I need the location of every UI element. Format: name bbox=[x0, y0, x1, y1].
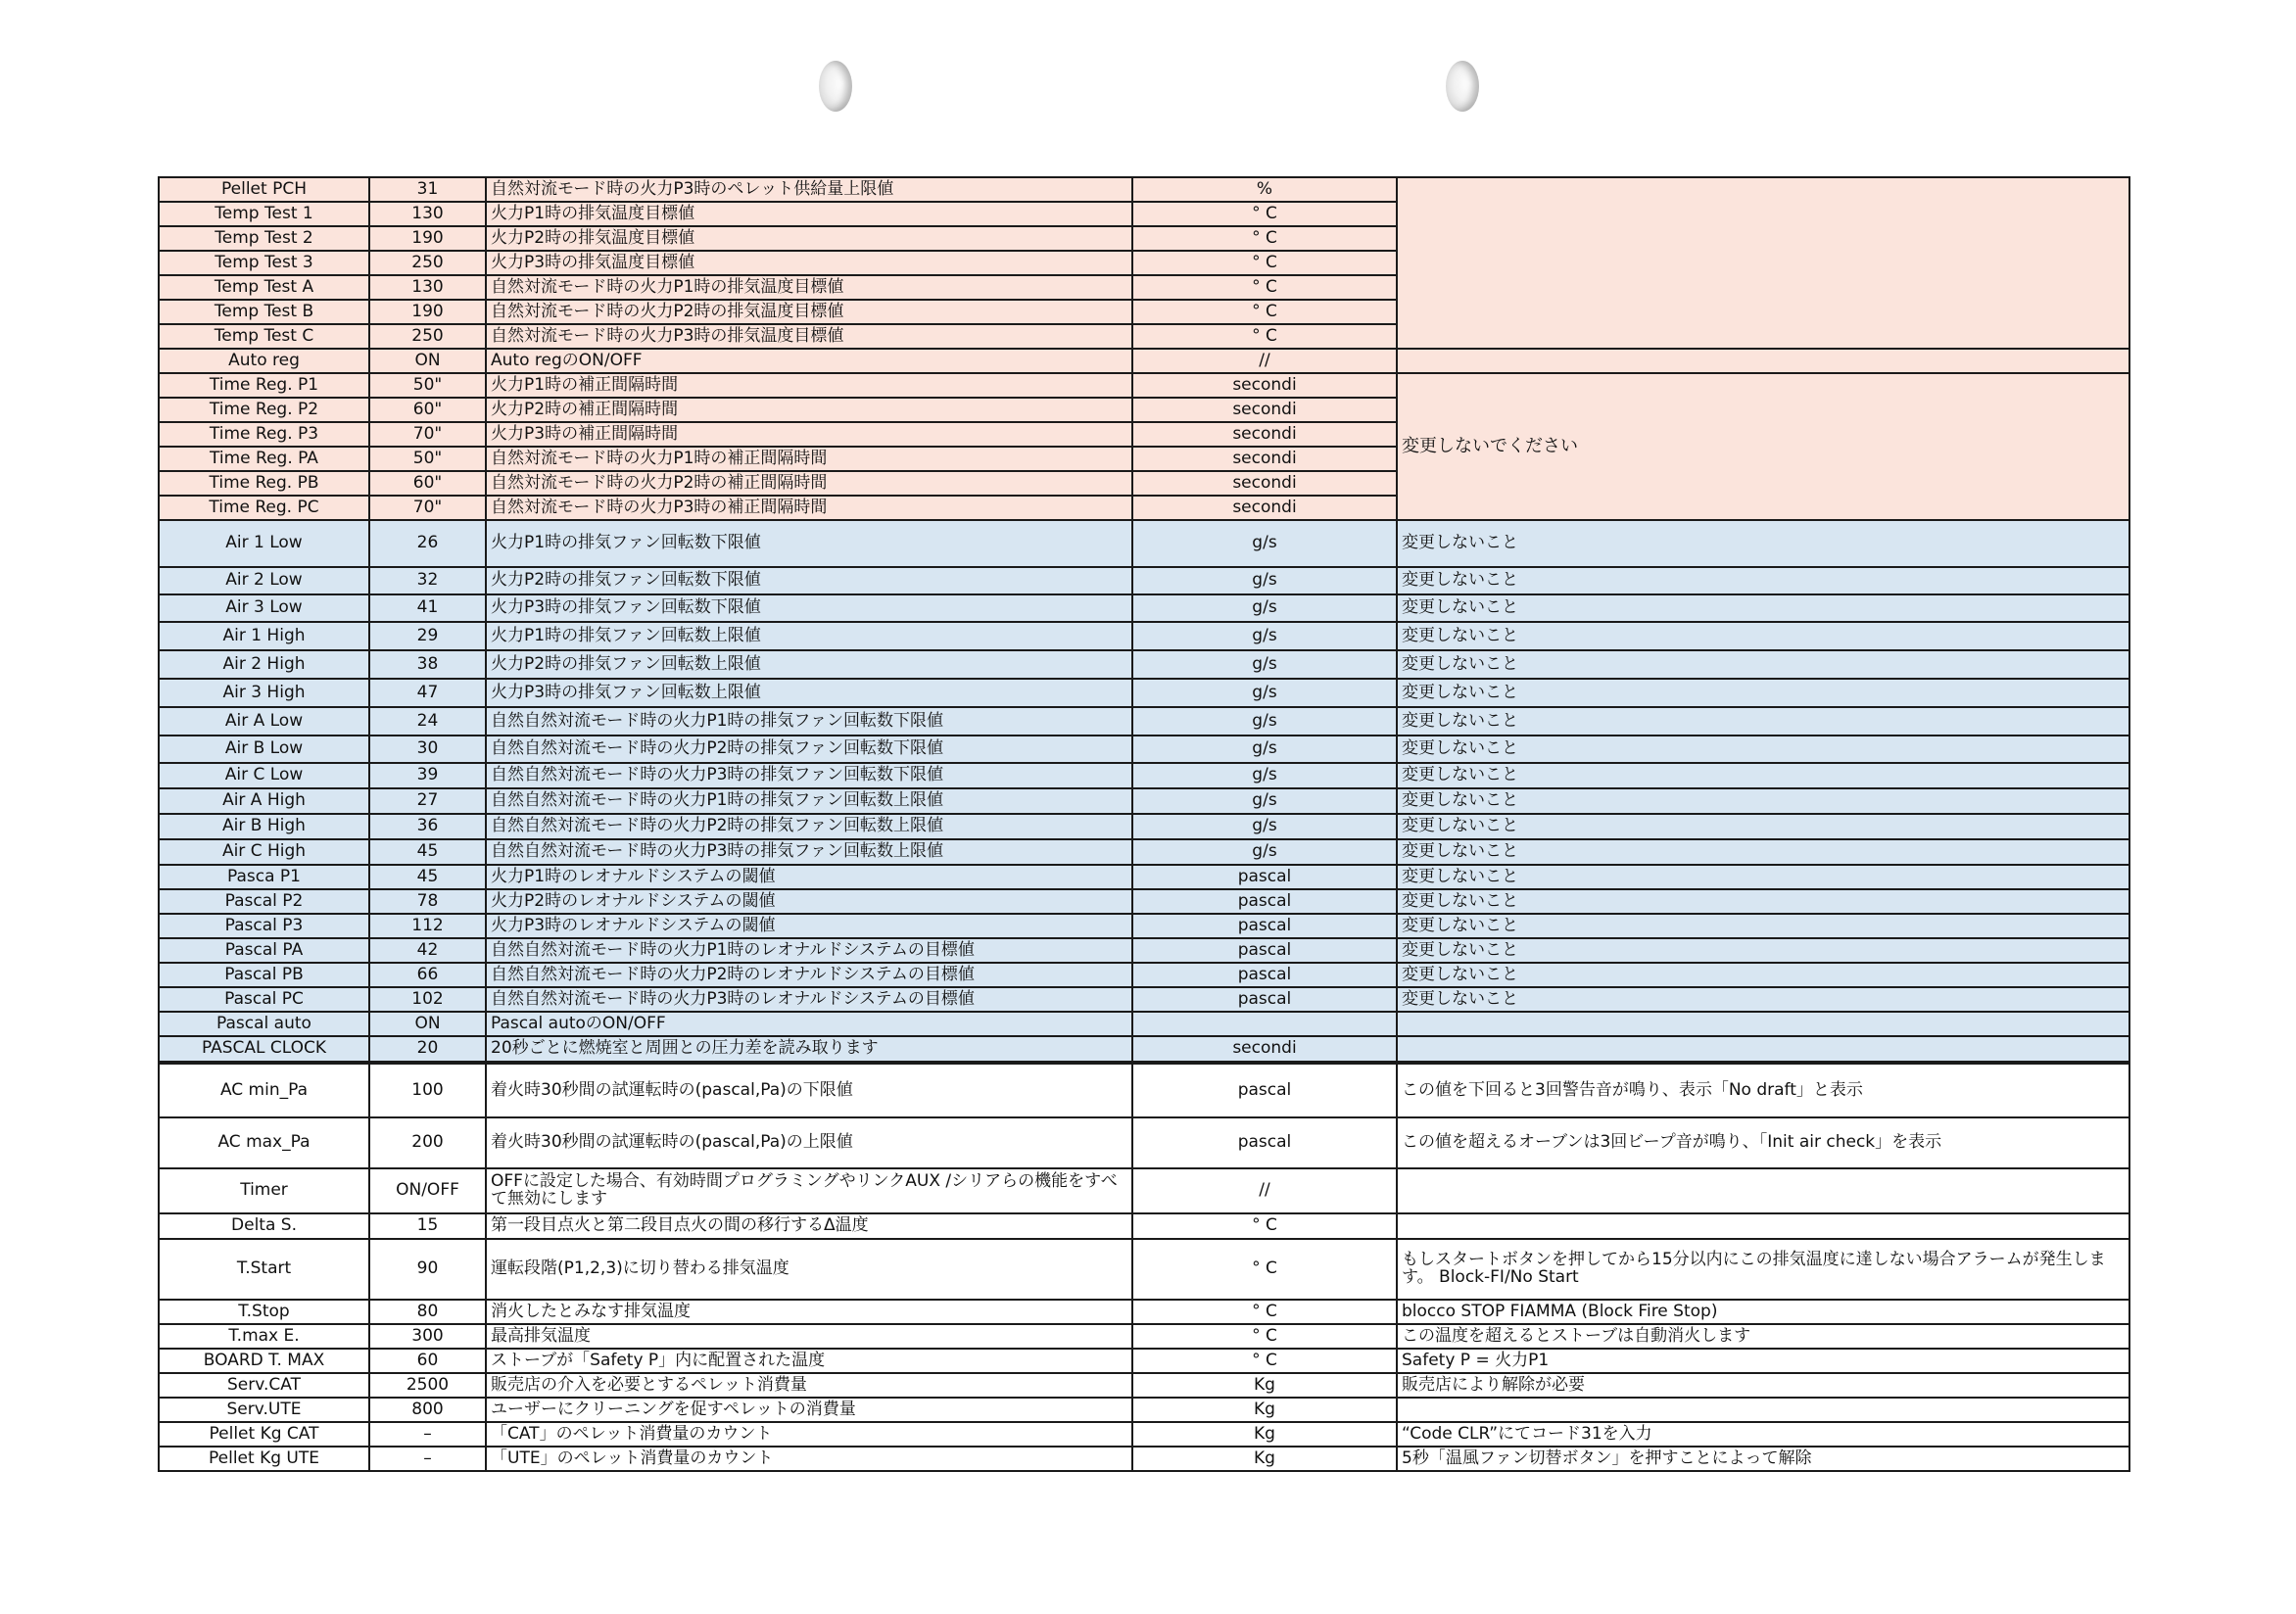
param-value-cell: 200 bbox=[369, 1117, 486, 1168]
param-note-cell: 変更しないこと bbox=[1397, 865, 2129, 889]
table-row bbox=[159, 763, 2129, 788]
param-name-cell: Time Reg. P1 bbox=[159, 373, 369, 398]
param-name-cell: Delta S. bbox=[159, 1213, 369, 1239]
param-name-cell: Pellet PCH bbox=[159, 177, 369, 202]
table-row bbox=[159, 1447, 2129, 1471]
param-description-cell: 火力P3時の排気ファン回転数下限値 bbox=[486, 594, 1132, 622]
table-row bbox=[159, 679, 2129, 707]
param-value-cell: 100 bbox=[369, 1063, 486, 1117]
param-description-cell: 自然対流モード時の火力P3時の補正間隔時間 bbox=[486, 496, 1132, 520]
param-name-cell: AC max_Pa bbox=[159, 1117, 369, 1168]
param-value-cell: 26 bbox=[369, 520, 486, 567]
parameter-table bbox=[158, 176, 2130, 1472]
param-value-cell: 27 bbox=[369, 788, 486, 814]
param-value-cell: 41 bbox=[369, 594, 486, 622]
param-name-cell: Pascal PC bbox=[159, 987, 369, 1012]
param-value-cell: 80 bbox=[369, 1300, 486, 1324]
param-description-cell: 自然自然対流モード時の火力P2時の排気ファン回転数上限値 bbox=[486, 814, 1132, 839]
param-value-cell: 32 bbox=[369, 567, 486, 594]
param-value-cell: 31 bbox=[369, 177, 486, 202]
param-note-cell bbox=[1397, 1168, 2129, 1213]
param-description-cell: 火力P1時の排気ファン回転数下限値 bbox=[486, 520, 1132, 567]
param-note-cell: 変更しないこと bbox=[1397, 679, 2129, 707]
table-row bbox=[159, 914, 2129, 938]
param-note-cell: この値を下回ると3回警告音が鳴り、表示「No draft」と表示 bbox=[1397, 1063, 2129, 1117]
param-unit-cell: ° C bbox=[1132, 1324, 1397, 1349]
param-description-cell: 自然自然対流モード時の火力P1時のレオナルドシステムの目標値 bbox=[486, 938, 1132, 963]
table-row bbox=[159, 1012, 2129, 1036]
param-value-cell: 190 bbox=[369, 226, 486, 251]
param-unit-cell: secondi bbox=[1132, 422, 1397, 447]
param-note-cell: 変更しないこと bbox=[1397, 763, 2129, 788]
param-unit-cell: secondi bbox=[1132, 1036, 1397, 1063]
param-description-cell: 「UTE」のペレット消費量のカウント bbox=[486, 1447, 1132, 1471]
param-name-cell: Temp Test 3 bbox=[159, 251, 369, 275]
table-row bbox=[159, 622, 2129, 650]
param-note-cell: blocco STOP FIAMMA (Block Fire Stop) bbox=[1397, 1300, 2129, 1324]
param-description-cell: 火力P2時の排気ファン回転数下限値 bbox=[486, 567, 1132, 594]
param-name-cell: Serv.UTE bbox=[159, 1398, 369, 1422]
param-name-cell: Air 2 High bbox=[159, 650, 369, 679]
param-value-cell: 45 bbox=[369, 865, 486, 889]
param-unit-cell: g/s bbox=[1132, 763, 1397, 788]
param-name-cell: Time Reg. PA bbox=[159, 447, 369, 471]
table-row bbox=[159, 373, 2129, 398]
param-note-cell: 変更しないこと bbox=[1397, 707, 2129, 736]
param-unit-cell: g/s bbox=[1132, 622, 1397, 650]
parameter-table-body bbox=[159, 177, 2129, 1471]
param-note-cell: 変更しないこと bbox=[1397, 520, 2129, 567]
param-value-cell: 70" bbox=[369, 422, 486, 447]
param-name-cell: Time Reg. P3 bbox=[159, 422, 369, 447]
param-value-cell: 102 bbox=[369, 987, 486, 1012]
table-row bbox=[159, 1117, 2129, 1168]
param-description-cell: 自然自然対流モード時の火力P3時の排気ファン回転数下限値 bbox=[486, 763, 1132, 788]
param-value-cell: ON/OFF bbox=[369, 1168, 486, 1213]
param-unit-cell: g/s bbox=[1132, 707, 1397, 736]
param-unit-cell: ° C bbox=[1132, 1300, 1397, 1324]
param-unit-cell: // bbox=[1132, 1168, 1397, 1213]
param-note-cell: 変更しないこと bbox=[1397, 594, 2129, 622]
param-description-cell: 第一段目点火と第二段目点火の間の移行するΔ温度 bbox=[486, 1213, 1132, 1239]
param-value-cell: 800 bbox=[369, 1398, 486, 1422]
table-row bbox=[159, 1168, 2129, 1213]
param-note-cell bbox=[1397, 1036, 2129, 1063]
param-name-cell: Pasca P1 bbox=[159, 865, 369, 889]
param-name-cell: Pellet Kg CAT bbox=[159, 1422, 369, 1447]
param-unit-cell: ° C bbox=[1132, 202, 1397, 226]
param-note-cell: 変更しないこと bbox=[1397, 839, 2129, 865]
table-row bbox=[159, 889, 2129, 914]
param-name-cell: Temp Test 2 bbox=[159, 226, 369, 251]
punch-hole-left bbox=[819, 61, 852, 112]
param-value-cell: 15 bbox=[369, 1213, 486, 1239]
table-row bbox=[159, 1349, 2129, 1373]
param-value-cell: 45 bbox=[369, 839, 486, 865]
param-unit-cell: g/s bbox=[1132, 839, 1397, 865]
table-row bbox=[159, 650, 2129, 679]
param-description-cell: 火力P2時の補正間隔時間 bbox=[486, 398, 1132, 422]
param-note-cell: 変更しないこと bbox=[1397, 567, 2129, 594]
param-name-cell: Air C High bbox=[159, 839, 369, 865]
param-unit-cell: g/s bbox=[1132, 814, 1397, 839]
param-value-cell: 60" bbox=[369, 398, 486, 422]
param-name-cell: Air 3 Low bbox=[159, 594, 369, 622]
param-value-cell: 66 bbox=[369, 963, 486, 987]
table-row bbox=[159, 1324, 2129, 1349]
param-name-cell: Temp Test B bbox=[159, 300, 369, 324]
param-unit-cell: pascal bbox=[1132, 1063, 1397, 1117]
table-row bbox=[159, 814, 2129, 839]
param-value-cell: 2500 bbox=[369, 1373, 486, 1398]
param-value-cell: 70" bbox=[369, 496, 486, 520]
table-row bbox=[159, 177, 2129, 202]
param-unit-cell: ° C bbox=[1132, 275, 1397, 300]
param-unit-cell: // bbox=[1132, 349, 1397, 373]
param-unit-cell: g/s bbox=[1132, 594, 1397, 622]
param-name-cell: Pascal P3 bbox=[159, 914, 369, 938]
param-note-cell: 変更しないこと bbox=[1397, 963, 2129, 987]
param-description-cell: 自然自然対流モード時の火力P3時のレオナルドシステムの目標値 bbox=[486, 987, 1132, 1012]
param-name-cell: Pascal PA bbox=[159, 938, 369, 963]
param-unit-cell: ° C bbox=[1132, 324, 1397, 349]
table-row bbox=[159, 839, 2129, 865]
param-name-cell: Temp Test A bbox=[159, 275, 369, 300]
param-unit-cell: Kg bbox=[1132, 1373, 1397, 1398]
param-unit-cell: Kg bbox=[1132, 1398, 1397, 1422]
param-name-cell: Air B Low bbox=[159, 736, 369, 763]
param-note-cell: 変更しないこと bbox=[1397, 987, 2129, 1012]
table-row bbox=[159, 1422, 2129, 1447]
param-unit-cell: ° C bbox=[1132, 251, 1397, 275]
param-description-cell: 火力P3時のレオナルドシステムの閾値 bbox=[486, 914, 1132, 938]
param-value-cell: 36 bbox=[369, 814, 486, 839]
param-unit-cell: g/s bbox=[1132, 520, 1397, 567]
param-name-cell: Pascal auto bbox=[159, 1012, 369, 1036]
param-value-cell: 250 bbox=[369, 251, 486, 275]
param-description-cell: 最高排気温度 bbox=[486, 1324, 1132, 1349]
param-note-cell: この温度を超えるとストーブは自動消火します bbox=[1397, 1324, 2129, 1349]
table-row bbox=[159, 788, 2129, 814]
param-description-cell: 着火時30秒間の試運転時の(pascal,Pa)の上限値 bbox=[486, 1117, 1132, 1168]
param-name-cell: Temp Test C bbox=[159, 324, 369, 349]
param-unit-cell: Kg bbox=[1132, 1447, 1397, 1471]
param-name-cell: AC min_Pa bbox=[159, 1063, 369, 1117]
param-name-cell: Auto reg bbox=[159, 349, 369, 373]
param-description-cell: 火力P1時の排気温度目標値 bbox=[486, 202, 1132, 226]
param-unit-cell: ° C bbox=[1132, 1239, 1397, 1300]
table-row bbox=[159, 594, 2129, 622]
param-note-cell: もしスタートボタンを押してから15分以内にこの排気温度に達しない場合アラームが発生します。 Block-FI/No Start bbox=[1397, 1239, 2129, 1300]
param-name-cell: Pascal PB bbox=[159, 963, 369, 987]
param-unit-cell: secondi bbox=[1132, 471, 1397, 496]
param-note-cell: 変更しないこと bbox=[1397, 788, 2129, 814]
table-row bbox=[159, 1300, 2129, 1324]
param-unit-cell: secondi bbox=[1132, 447, 1397, 471]
param-description-cell: 火力P1時の排気ファン回転数上限値 bbox=[486, 622, 1132, 650]
param-unit-cell: pascal bbox=[1132, 938, 1397, 963]
param-description-cell: Pascal autoのON/OFF bbox=[486, 1012, 1132, 1036]
param-value-cell: – bbox=[369, 1422, 486, 1447]
param-name-cell: Air B High bbox=[159, 814, 369, 839]
param-value-cell: 47 bbox=[369, 679, 486, 707]
param-unit-cell: ° C bbox=[1132, 226, 1397, 251]
table-row bbox=[159, 567, 2129, 594]
param-value-cell: 42 bbox=[369, 938, 486, 963]
param-description-cell: ストーブが「Safety P」内に配置された温度 bbox=[486, 1349, 1132, 1373]
param-note-cell bbox=[1397, 1398, 2129, 1422]
param-unit-cell: g/s bbox=[1132, 788, 1397, 814]
param-description-cell: OFFに設定した場合、有効時間プログラミングやリンクAUX /シリアらの機能をすべて無効にします bbox=[486, 1168, 1132, 1213]
param-description-cell: 火力P3時の排気ファン回転数上限値 bbox=[486, 679, 1132, 707]
param-value-cell: 50" bbox=[369, 373, 486, 398]
param-value-cell: 112 bbox=[369, 914, 486, 938]
param-value-cell: 78 bbox=[369, 889, 486, 914]
table-row bbox=[159, 1373, 2129, 1398]
param-description-cell: 火力P2時の排気ファン回転数上限値 bbox=[486, 650, 1132, 679]
param-note-cell: 変更しないでください bbox=[1397, 373, 2129, 520]
table-row bbox=[159, 736, 2129, 763]
param-note-cell bbox=[1397, 1012, 2129, 1036]
param-note-cell bbox=[1397, 1213, 2129, 1239]
param-name-cell: T.max E. bbox=[159, 1324, 369, 1349]
param-unit-cell bbox=[1132, 1012, 1397, 1036]
param-unit-cell: pascal bbox=[1132, 914, 1397, 938]
table-row bbox=[159, 963, 2129, 987]
param-name-cell: Temp Test 1 bbox=[159, 202, 369, 226]
param-name-cell: T.Start bbox=[159, 1239, 369, 1300]
param-description-cell: 自然対流モード時の火力P1時の補正間隔時間 bbox=[486, 447, 1132, 471]
param-unit-cell: secondi bbox=[1132, 496, 1397, 520]
param-unit-cell: pascal bbox=[1132, 889, 1397, 914]
param-unit-cell: secondi bbox=[1132, 373, 1397, 398]
param-name-cell: Timer bbox=[159, 1168, 369, 1213]
table-row bbox=[159, 707, 2129, 736]
param-value-cell: 24 bbox=[369, 707, 486, 736]
param-description-cell: 火力P1時のレオナルドシステムの閾値 bbox=[486, 865, 1132, 889]
table-row bbox=[159, 1213, 2129, 1239]
table-row bbox=[159, 349, 2129, 373]
param-name-cell: Air 1 Low bbox=[159, 520, 369, 567]
param-description-cell: 消火したとみなす排気温度 bbox=[486, 1300, 1132, 1324]
param-description-cell: 運転段階(P1,2,3)に切り替わる排気温度 bbox=[486, 1239, 1132, 1300]
param-value-cell: ON bbox=[369, 1012, 486, 1036]
param-name-cell: BOARD T. MAX bbox=[159, 1349, 369, 1373]
param-name-cell: Pellet Kg UTE bbox=[159, 1447, 369, 1471]
param-name-cell: Air 3 High bbox=[159, 679, 369, 707]
param-description-cell: 火力P2時のレオナルドシステムの閾値 bbox=[486, 889, 1132, 914]
table-row bbox=[159, 987, 2129, 1012]
param-note-cell: 変更しないこと bbox=[1397, 622, 2129, 650]
param-note-cell: 変更しないこと bbox=[1397, 914, 2129, 938]
param-description-cell: 自然対流モード時の火力P3時のペレット供給量上限値 bbox=[486, 177, 1132, 202]
table-row bbox=[159, 1036, 2129, 1063]
param-unit-cell: ° C bbox=[1132, 300, 1397, 324]
param-description-cell: 自然自然対流モード時の火力P1時の排気ファン回転数上限値 bbox=[486, 788, 1132, 814]
param-name-cell: Air A Low bbox=[159, 707, 369, 736]
param-note-cell: この値を超えるオーブンは3回ビープ音が鳴り、「Init air check」を表示 bbox=[1397, 1117, 2129, 1168]
table-row bbox=[159, 938, 2129, 963]
param-note-cell: 変更しないこと bbox=[1397, 814, 2129, 839]
param-unit-cell: % bbox=[1132, 177, 1397, 202]
param-name-cell: Air A High bbox=[159, 788, 369, 814]
param-value-cell: 130 bbox=[369, 202, 486, 226]
param-value-cell: 300 bbox=[369, 1324, 486, 1349]
punch-hole-right bbox=[1446, 61, 1479, 112]
param-description-cell: 自然自然対流モード時の火力P1時の排気ファン回転数下限値 bbox=[486, 707, 1132, 736]
table-row bbox=[159, 1398, 2129, 1422]
param-unit-cell: Kg bbox=[1132, 1422, 1397, 1447]
table-row bbox=[159, 1239, 2129, 1300]
param-unit-cell: ° C bbox=[1132, 1349, 1397, 1373]
table-row bbox=[159, 865, 2129, 889]
param-name-cell: Pascal P2 bbox=[159, 889, 369, 914]
param-name-cell: Time Reg. P2 bbox=[159, 398, 369, 422]
param-name-cell: Air 2 Low bbox=[159, 567, 369, 594]
param-value-cell: 60 bbox=[369, 1349, 486, 1373]
param-unit-cell: g/s bbox=[1132, 736, 1397, 763]
param-unit-cell: pascal bbox=[1132, 987, 1397, 1012]
param-value-cell: 90 bbox=[369, 1239, 486, 1300]
param-name-cell: Air 1 High bbox=[159, 622, 369, 650]
param-unit-cell: ° C bbox=[1132, 1213, 1397, 1239]
param-unit-cell: g/s bbox=[1132, 679, 1397, 707]
param-name-cell: Time Reg. PC bbox=[159, 496, 369, 520]
param-value-cell: 60" bbox=[369, 471, 486, 496]
param-value-cell: 130 bbox=[369, 275, 486, 300]
param-description-cell: 20秒ごとに燃焼室と周囲との圧力差を読み取ります bbox=[486, 1036, 1132, 1063]
param-name-cell: PASCAL CLOCK bbox=[159, 1036, 369, 1063]
param-note-cell: 変更しないこと bbox=[1397, 736, 2129, 763]
table-row bbox=[159, 1063, 2129, 1117]
param-unit-cell: secondi bbox=[1132, 398, 1397, 422]
param-description-cell: 自然自然対流モード時の火力P2時の排気ファン回転数下限値 bbox=[486, 736, 1132, 763]
param-note-cell: 変更しないこと bbox=[1397, 938, 2129, 963]
param-note-cell: 変更しないこと bbox=[1397, 889, 2129, 914]
param-value-cell: 190 bbox=[369, 300, 486, 324]
param-value-cell: 39 bbox=[369, 763, 486, 788]
param-value-cell: 20 bbox=[369, 1036, 486, 1063]
param-unit-cell: g/s bbox=[1132, 650, 1397, 679]
param-name-cell: Air C Low bbox=[159, 763, 369, 788]
param-name-cell: T.Stop bbox=[159, 1300, 369, 1324]
param-description-cell: Auto regのON/OFF bbox=[486, 349, 1132, 373]
param-description-cell: 自然対流モード時の火力P1時の排気温度目標値 bbox=[486, 275, 1132, 300]
param-name-cell: Serv.CAT bbox=[159, 1373, 369, 1398]
param-description-cell: 着火時30秒間の試運転時の(pascal,Pa)の下限値 bbox=[486, 1063, 1132, 1117]
param-value-cell: 29 bbox=[369, 622, 486, 650]
param-description-cell: 火力P2時の排気温度目標値 bbox=[486, 226, 1132, 251]
param-unit-cell: pascal bbox=[1132, 865, 1397, 889]
param-note-cell: 5秒「温風ファン切替ボタン」を押すことによって解除 bbox=[1397, 1447, 2129, 1471]
param-note-cell bbox=[1397, 177, 2129, 349]
param-description-cell: 自然対流モード時の火力P3時の排気温度目標値 bbox=[486, 324, 1132, 349]
param-note-cell: “Code CLR”にてコード31を入力 bbox=[1397, 1422, 2129, 1447]
param-description-cell: 火力P3時の補正間隔時間 bbox=[486, 422, 1132, 447]
param-description-cell: 火力P3時の排気温度目標値 bbox=[486, 251, 1132, 275]
param-description-cell: 自然自然対流モード時の火力P2時のレオナルドシステムの目標値 bbox=[486, 963, 1132, 987]
param-value-cell: 50" bbox=[369, 447, 486, 471]
param-value-cell: ON bbox=[369, 349, 486, 373]
param-description-cell: 自然対流モード時の火力P2時の補正間隔時間 bbox=[486, 471, 1132, 496]
param-value-cell: 250 bbox=[369, 324, 486, 349]
param-description-cell: 自然対流モード時の火力P2時の排気温度目標値 bbox=[486, 300, 1132, 324]
param-unit-cell: pascal bbox=[1132, 1117, 1397, 1168]
param-note-cell: Safety P = 火力P1 bbox=[1397, 1349, 2129, 1373]
param-unit-cell: pascal bbox=[1132, 963, 1397, 987]
param-value-cell: – bbox=[369, 1447, 486, 1471]
param-unit-cell: g/s bbox=[1132, 567, 1397, 594]
param-note-cell bbox=[1397, 349, 2129, 373]
param-name-cell: Time Reg. PB bbox=[159, 471, 369, 496]
param-description-cell: ユーザーにクリーニングを促すペレットの消費量 bbox=[486, 1398, 1132, 1422]
param-note-cell: 販売店により解除が必要 bbox=[1397, 1373, 2129, 1398]
param-value-cell: 30 bbox=[369, 736, 486, 763]
table-row bbox=[159, 520, 2129, 567]
param-description-cell: 自然自然対流モード時の火力P3時の排気ファン回転数上限値 bbox=[486, 839, 1132, 865]
param-description-cell: 販売店の介入を必要とするペレット消費量 bbox=[486, 1373, 1132, 1398]
param-note-cell: 変更しないこと bbox=[1397, 650, 2129, 679]
param-description-cell: 「CAT」のペレット消費量のカウント bbox=[486, 1422, 1132, 1447]
param-value-cell: 38 bbox=[369, 650, 486, 679]
param-description-cell: 火力P1時の補正間隔時間 bbox=[486, 373, 1132, 398]
